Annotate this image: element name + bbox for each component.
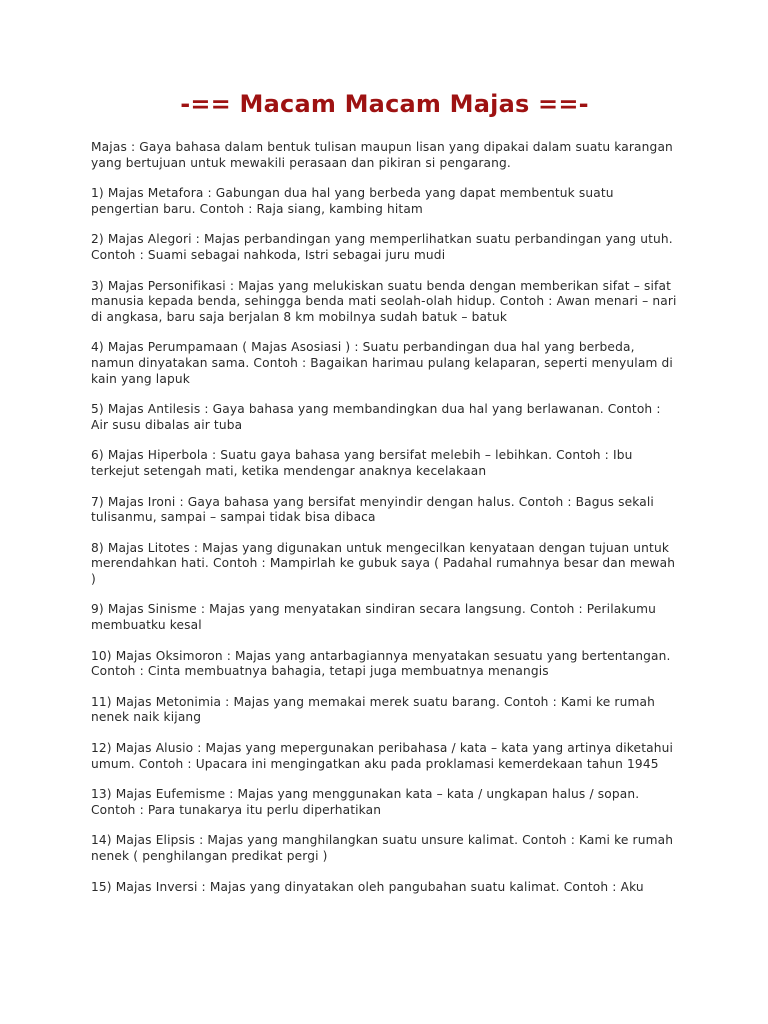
paragraph-antilesis: 5) Majas Antilesis : Gaya bahasa yang membandingkan dua hal yang berlawanan. Contoh : Air susu dibalas air tuba bbox=[91, 402, 661, 432]
paragraph-perumpamaan: 4) Majas Perumpamaan ( Majas Asosiasi ) : Suatu perbandingan dua hal yang berbeda, namun dinyatakan sama. Contoh : Bagaikan harimau pulang kelaparan, seperti menyulam di kain yang lapuk bbox=[91, 340, 673, 386]
paragraph-metafora: 1) Majas Metafora : Gabungan dua hal yang berbeda yang dapat membentuk suatu pengertian baru. Contoh : Raja siang, kambing hitam bbox=[91, 186, 614, 216]
page-title: -== Macam Macam Majas ==- bbox=[180, 90, 589, 118]
paragraph-alegori: 2) Majas Alegori : Majas perbandingan yang memperlihatkan suatu perbandingan yang utuh. Contoh : Suami sebagai nahkoda, Istri sebagai juru mudi bbox=[91, 232, 673, 262]
paragraph-sinisme: 9) Majas Sinisme : Majas yang menyatakan sindiran secara langsung. Contoh : Perilakumu membuatku kesal bbox=[91, 602, 656, 633]
paragraph-metonimia: 11) Majas Metonimia : Majas yang memakai merek suatu barang. Contoh : Kami ke rumah nenek naik kijang bbox=[91, 694, 655, 725]
paragraph-eufemisme: 13) Majas Eufemisme : Majas yang menggunakan kata – kata / ungkapan halus / sopan. Contoh : Para tunakarya itu perlu diperhatikan bbox=[91, 787, 640, 817]
paragraph-litotes: 8) Majas Litotes : Majas yang digunakan untuk mengecilkan kenyataan dengan tujuan untuk merendahkan hati. Contoh : Mampirlah ke gubuk saya ( Padahal rumahnya besar dan mewah ) bbox=[91, 540, 676, 586]
paragraph-elipsis: 14) Majas Elipsis : Majas yang manghilangkan suatu unsure kalimat. Contoh : Kami ke rumah nenek ( penghilangan predikat pergi ) bbox=[91, 833, 674, 863]
paragraph-alusio: 12) Majas Alusio : Majas yang mepergunakan peribahasa / kata – kata yang artinya diketahui umum. Contoh : Upacara ini mengingatkan aku pada proklamasi kemerdekaan tahun 1945 bbox=[91, 741, 674, 771]
paragraph-inversi: 15) Majas Inversi : Majas yang dinyatakan oleh pangubahan suatu kalimat. Contoh : Aku bbox=[91, 879, 644, 894]
paragraph-oksimoron: 10) Majas Oksimoron : Majas yang antarbagiannya menyatakan sesuatu yang bertentangan. Contoh : Cinta membuatnya bahagia, tetapi juga membuatnya menangis bbox=[91, 648, 671, 679]
paragraph-hiperbola: 6) Majas Hiperbola : Suatu gaya bahasa yang bersifat melebih – lebihkan. Contoh : Ibu terkejut setengah mati, ketika mendengar anaknya kecelakaan bbox=[91, 448, 633, 478]
paragraph-ironi: 7) Majas Ironi : Gaya bahasa yang bersifat menyindir dengan halus. Contoh : Bagus sekali tulisanmu, sampai – sampai tidak bisa dibaca bbox=[91, 494, 654, 525]
paragraph-personifikasi: 3) Majas Personifikasi : Majas yang melukiskan suatu benda dengan memberikan sifat – sifat manusia kepada benda, sehingga benda mati seolah-olah hidup. Contoh : Awan menari – nari di angkasa, baru saja berjalan 8 km mobilnya sudah batuk – batuk bbox=[91, 278, 677, 324]
paragraph-definition: Majas : Gaya bahasa dalam bentuk tulisan maupun lisan yang dipakai dalam suatu karangan yang bertujuan untuk mewakili perasaan dan pikiran si pengarang. bbox=[91, 140, 673, 170]
